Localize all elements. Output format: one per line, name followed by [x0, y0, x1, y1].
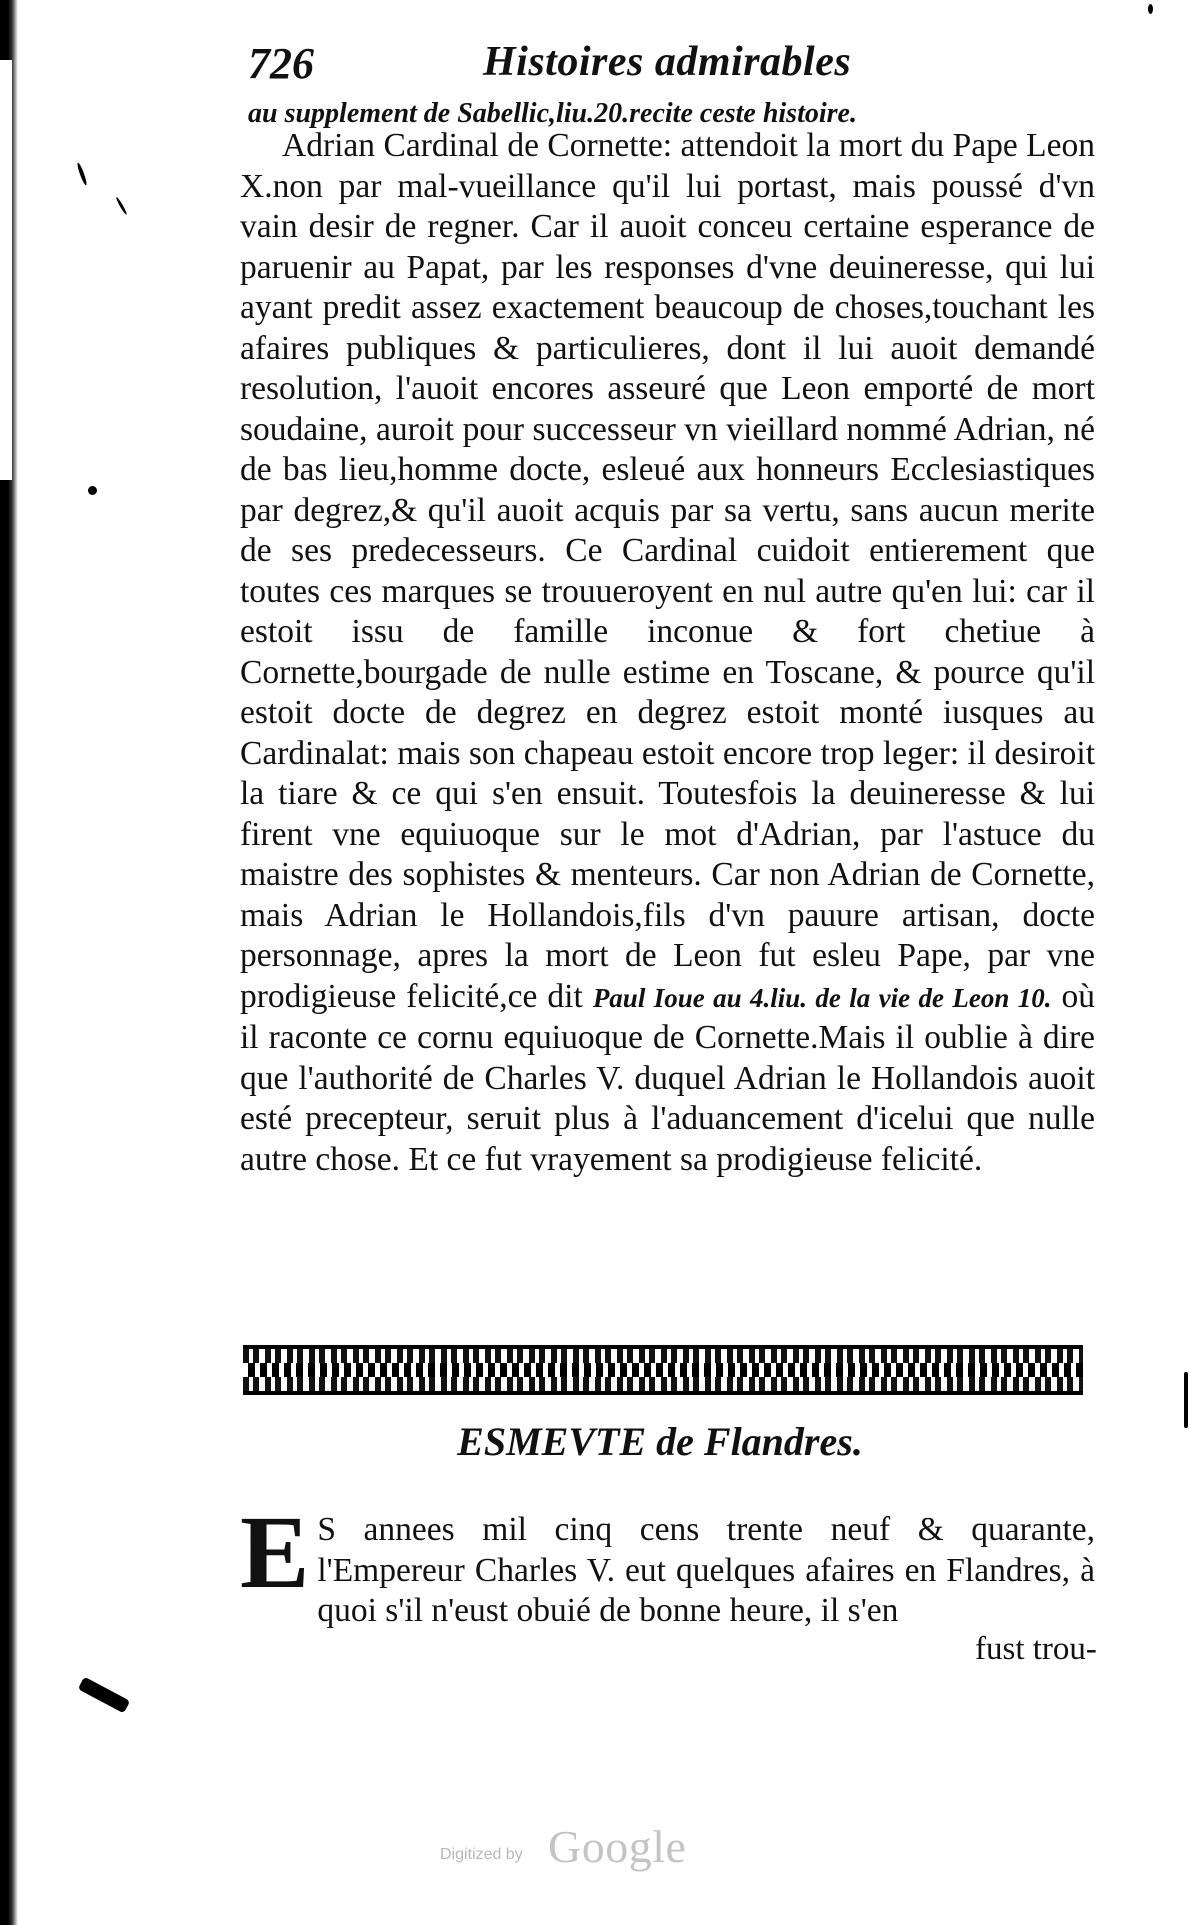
section-title: ESMEVTE de Flandres. — [457, 1419, 863, 1464]
drop-cap: E — [240, 1495, 310, 1610]
ink-speck — [88, 486, 97, 495]
ink-speck — [78, 1677, 130, 1714]
citation: Paul Ioue au 4.liu. de la vie de Leon 10. — [592, 982, 1052, 1013]
decorative-ornament-band — [243, 1345, 1083, 1395]
ink-speck — [76, 162, 88, 186]
digitization-watermark — [440, 1820, 740, 1880]
ink-speck — [1148, 4, 1153, 14]
digitized-by-text: Digitized by — [440, 1846, 523, 1863]
google-logo-text: Google — [548, 1821, 687, 1872]
section-body — [240, 1495, 1095, 1632]
spine-gap — [0, 60, 12, 480]
section-paragraph: S annees mil cinq cens trente neuf & quarante, l'Empereur Charles V. eut quelques afaires en Flandres, à quoi s'il n'eust obuié de bonne heure, il s'en — [317, 1511, 1095, 1629]
source-note: au supplement de Sabellic,liu.20.recite ceste histoire. — [248, 98, 857, 129]
main-paragraph — [240, 126, 1095, 1180]
page-number: 726 — [248, 39, 314, 88]
paragraph-text-before: Adrian Cardinal de Cornette: attendoit la mort du Pape Leon X.non par mal-vueillance qu'il lui portast, mais poussé d'vn vain desir de regner. Car il auoit conceu certaine esperance de paruenir au Papat, par les responses d'vne deuineresse, qui lui ayant predit assez exactement beaucoup de choses,touchant les afaires publiques & particulieres, dont il lui auoit demandé resolution, l'auoit encores asseuré que Leon emporté de mort soudaine, auroit pour successeur vn vieillard nommé Adrian, né de bas lieu,homme docte, esleué aux honneurs Ecclesiastiques par degrez,& qu'il auoit acquis par sa vertu, sans aucun merite de ses predecesseurs. Ce Cardinal cuidoit entierement que toutes ces marques se trouueroyent en nul autre qu'en lui: car il estoit issu de famille inconue & fort chetiue à Cornette,bourgade de nulle estime en Toscane, & pource qu'il estoit docte de degrez en degrez estoit monté iusques au Cardinalat: mais son chapeau estoit encore trop leger: il desiroit la tiare & ce qui s'en ensuit. Toutesfois la deuineresse & lui firent vne equiuoque sur le mot d'Adrian, par l'astuce du maistre des sophistes & menteurs. Car non Adrian de Cornette, mais Adrian le Hollandois,fils d'vn pauure artisan, docte personnage, apres la mort de Leon fut esleu Pape, par vne prodigieuse felicité,ce dit — [240, 127, 1095, 1015]
running-title: Histoires admirables — [483, 39, 852, 85]
ink-speck — [1184, 1372, 1188, 1428]
catchword: fust trou- — [975, 1631, 1097, 1667]
paragraph-text-after: où il raconte ce cornu equiuoque de Cornette.Mais il oublie à dire que l'authorité de Charles V. duquel Adrian le Hollandois auoit esté precepteur, seruit plus à l'aduancement d'icelui que nulle autre chose. Et ce fut vrayement sa prodigieuse felicité. — [240, 977, 1096, 1178]
page-header — [248, 38, 948, 98]
ink-speck — [115, 197, 128, 216]
